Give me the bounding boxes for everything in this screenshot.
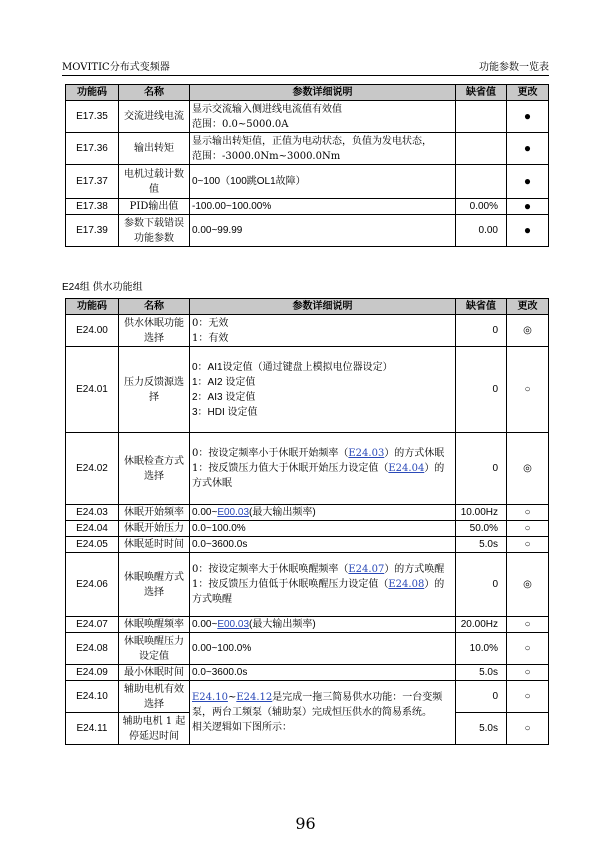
row-desc: 0~100（100跳OL1故障） [190, 165, 456, 199]
table-row [66, 347, 549, 433]
section-title: E24组 供水功能组 [62, 282, 143, 293]
col-desc: 参数详细说明 [190, 299, 456, 315]
row-change: ● [507, 133, 549, 165]
table-row [66, 537, 549, 553]
desc-line: 0：无效 [192, 317, 229, 329]
row-code: E24.09 [66, 665, 119, 681]
desc-line: 1：AI2 设定值 [192, 376, 256, 388]
row-code: E17.39 [66, 215, 119, 247]
row-desc: 0.0~100.0% [190, 521, 456, 537]
row-change: ◎ [507, 433, 549, 505]
table-row [66, 215, 549, 247]
table-row [66, 315, 549, 347]
row-change: ○ [507, 665, 549, 681]
col-default: 缺省值 [456, 299, 507, 315]
desc-line: 1：按反馈压力值大于休眠开始压力设定值（E24.04）的方式休眠 [192, 463, 445, 489]
row-change: ● [507, 199, 549, 215]
row-change: ◎ [507, 553, 549, 617]
row-default [456, 133, 507, 165]
table-row [66, 433, 549, 505]
row-name: 辅助电机 1 起停延迟时间 [119, 713, 190, 745]
row-default: 5.0s [456, 665, 507, 681]
row-desc: 0.00~E00.03(最大输出频率) [190, 505, 456, 521]
row-default: 0.00 [456, 215, 507, 247]
row-change: ◎ [507, 315, 549, 347]
row-default: 5.0s [456, 713, 507, 745]
row-change: ○ [507, 713, 549, 745]
row-change: ○ [507, 633, 549, 665]
row-code: E17.36 [66, 133, 119, 165]
row-name: 休眠开始压力 [119, 521, 190, 537]
row-code: E17.37 [66, 165, 119, 199]
row-name: 休眠唤醒压力设定值 [119, 633, 190, 665]
row-change: ○ [507, 521, 549, 537]
desc-line: 3：HDI 设定值 [192, 406, 258, 418]
page-number: 96 [295, 814, 316, 833]
desc-line: 0：按设定频率大于休眠唤醒频率（E24.07）的方式唤醒 [192, 564, 445, 575]
row-code: E24.04 [66, 521, 119, 537]
row-default: 0 [456, 433, 507, 505]
desc-line: 泵，两台工频泵（辅助泵）完成恒压供水的简易系统。 [192, 707, 432, 718]
row-default: 0.00% [456, 199, 507, 215]
param-reference-link[interactable]: E24.03 [348, 448, 385, 459]
desc-line: E24.10~E24.12是完成一拖三简易供水功能：一台变频 [192, 692, 443, 703]
row-name: 休眠唤醒频率 [119, 617, 190, 633]
param-reference-link[interactable]: E24.12 [236, 692, 273, 703]
param-reference-link[interactable]: E24.07 [348, 564, 385, 575]
row-name: 最小休眠时间 [119, 665, 190, 681]
row-desc: -100.00~100.00% [190, 199, 456, 215]
desc-line: 1：有效 [192, 332, 229, 344]
param-reference-link[interactable]: E00.03 [217, 619, 250, 630]
row-code: E24.00 [66, 315, 119, 347]
desc-line: 范围：0.0~5000.0A [192, 118, 289, 130]
desc-line: 0：AI1设定值（通过键盘上模拟电位器设定） [192, 361, 393, 373]
row-default [456, 101, 507, 133]
row-desc [190, 133, 456, 165]
table-row [66, 617, 549, 633]
row-name: 压力反馈源选择 [119, 347, 190, 433]
header-left: MOVITIC分布式变频器 [62, 62, 170, 73]
row-default: 10.00Hz [456, 505, 507, 521]
row-code: E17.35 [66, 101, 119, 133]
param-table-e17 [65, 84, 549, 247]
row-code: E17.38 [66, 199, 119, 215]
row-change: ○ [507, 505, 549, 521]
param-reference-link[interactable]: E24.08 [388, 579, 425, 590]
row-code: E24.02 [66, 433, 119, 505]
row-default: 50.0% [456, 521, 507, 537]
col-name: 名称 [119, 85, 190, 101]
table-row [66, 101, 549, 133]
header-rule [62, 75, 549, 76]
col-code: 功能码 [66, 85, 119, 101]
row-desc: 0.00~E00.03(最大输出频率) [190, 617, 456, 633]
row-default: 10.0% [456, 633, 507, 665]
row-default: 5.0s [456, 537, 507, 553]
row-desc [190, 433, 456, 505]
row-name: 输出转矩 [119, 133, 190, 165]
col-default: 缺省值 [456, 85, 507, 101]
row-name: 休眠检查方式选择 [119, 433, 190, 505]
row-desc [190, 315, 456, 347]
table-row [66, 553, 549, 617]
row-default: 0 [456, 347, 507, 433]
row-change: ● [507, 165, 549, 199]
row-change: ○ [507, 681, 549, 713]
desc-line: 0：按设定频率小于休眠开始频率（E24.03）的方式休眠 [192, 448, 445, 459]
row-desc [190, 101, 456, 133]
row-desc: 0.0~3600.0s [190, 537, 456, 553]
row-code: E24.05 [66, 537, 119, 553]
row-change: ○ [507, 347, 549, 433]
row-code: E24.07 [66, 617, 119, 633]
row-change: ○ [507, 617, 549, 633]
param-reference-link[interactable]: E00.03 [217, 507, 250, 518]
table-row [66, 199, 549, 215]
row-name: 休眠开始频率 [119, 505, 190, 521]
table-row [66, 133, 549, 165]
row-desc-merged [190, 681, 456, 745]
row-change: ○ [507, 537, 549, 553]
row-default: 0 [456, 315, 507, 347]
table-row [66, 665, 549, 681]
desc-line: 1：按反馈压力值低于休眠唤醒压力设定值（E24.08）的方式唤醒 [192, 579, 445, 605]
row-code: E24.10 [66, 681, 119, 713]
row-code: E24.03 [66, 505, 119, 521]
desc-line: 范围：-3000.0Nm~3000.0Nm [192, 150, 341, 162]
row-default: 0 [456, 553, 507, 617]
desc-line: 相关逻辑如下图所示： [192, 722, 292, 733]
row-code: E24.01 [66, 347, 119, 433]
row-name: 电机过载计数值 [119, 165, 190, 199]
page-header [62, 58, 549, 72]
row-desc: 0.0~3600.0s [190, 665, 456, 681]
table-row [66, 633, 549, 665]
col-change: 更改 [507, 299, 549, 315]
param-table-e24 [65, 298, 549, 745]
row-default [456, 165, 507, 199]
col-name: 名称 [119, 299, 190, 315]
row-desc: 0.00~99.99 [190, 215, 456, 247]
row-desc [190, 553, 456, 617]
row-name: PID输出值 [119, 199, 190, 215]
row-default: 0 [456, 681, 507, 713]
header-right: 功能参数一览表 [479, 62, 549, 73]
row-code: E24.06 [66, 553, 119, 617]
table-row [66, 681, 549, 713]
desc-line: 2：AI3 设定值 [192, 391, 256, 403]
row-code: E24.08 [66, 633, 119, 665]
row-change: ● [507, 215, 549, 247]
row-name: 供水休眠功能选择 [119, 315, 190, 347]
col-code: 功能码 [66, 299, 119, 315]
row-name: 交流进线电流 [119, 101, 190, 133]
row-name: 参数下载错误功能参数 [119, 215, 190, 247]
row-desc [190, 347, 456, 433]
table-row [66, 521, 549, 537]
param-reference-link[interactable]: E24.10 [192, 692, 228, 703]
row-name: 休眠唤醒方式选择 [119, 553, 190, 617]
row-code: E24.11 [66, 713, 119, 745]
row-name: 休眠延时时间 [119, 537, 190, 553]
col-change: 更改 [507, 85, 549, 101]
table-row [66, 505, 549, 521]
desc-line: 显示输出转矩值，正值为电动状态，负值为发电状态， [192, 135, 432, 147]
param-reference-link[interactable]: E24.04 [388, 463, 425, 474]
col-desc: 参数详细说明 [190, 85, 456, 101]
table-row [66, 165, 549, 199]
row-name: 辅助电机有效选择 [119, 681, 190, 713]
row-default: 20.00Hz [456, 617, 507, 633]
row-desc: 0.00~100.0% [190, 633, 456, 665]
desc-line: 显示交流输入侧进线电流值有效值 [192, 103, 342, 115]
row-change: ● [507, 101, 549, 133]
